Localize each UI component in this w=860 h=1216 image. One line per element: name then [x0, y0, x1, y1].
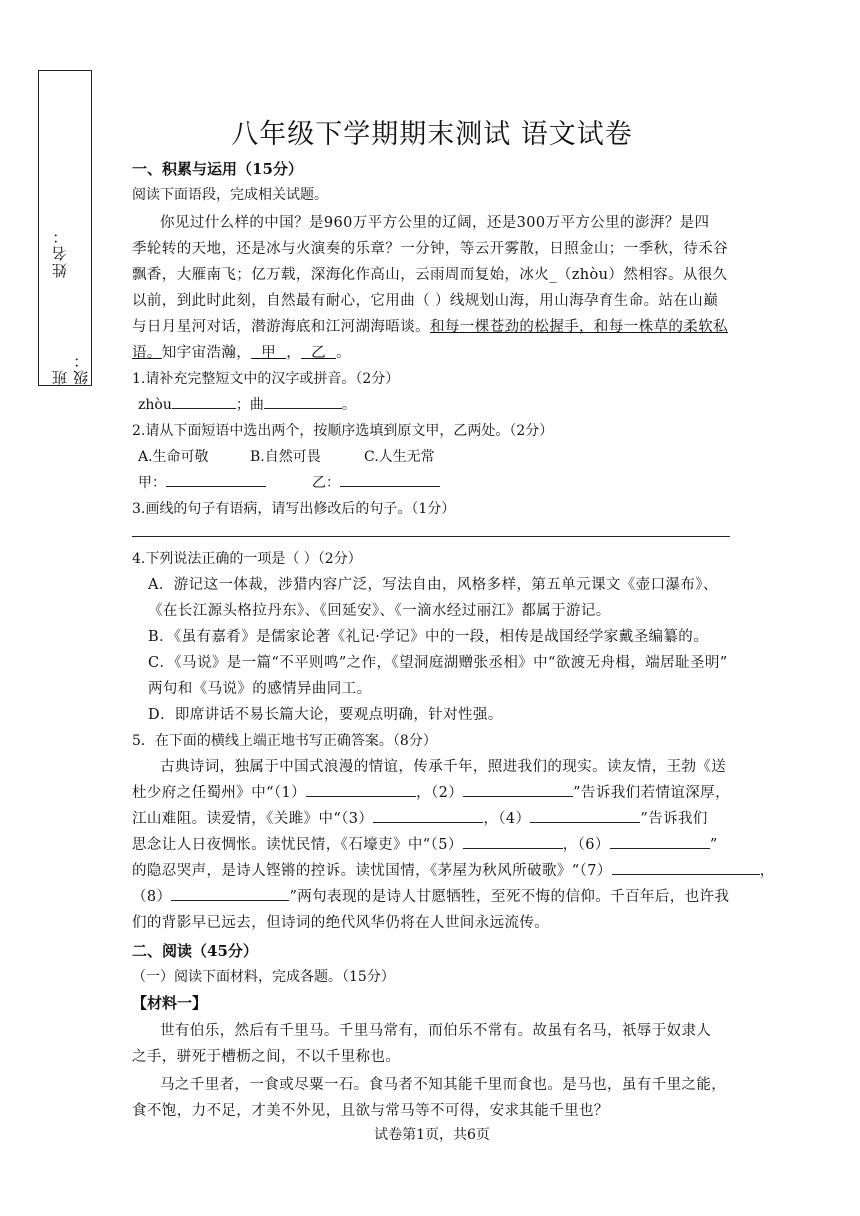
answer-blank[interactable] [612, 860, 760, 875]
passage-line: 与日月星河对话，潜游海底和江河湖海晤谈。和每一棵苍劲的松握手，和每一株草的柔软私 [132, 319, 728, 335]
q5-line: 们的背影早已远去，但诗词的绝代风华仍将在人世间永远流传。 [132, 915, 550, 931]
section1-heading: 一、积累与运用（15分） [132, 160, 303, 178]
q4-option: D．即席讲话不易长篇大论，要观点明确，针对性强。 [148, 707, 503, 723]
q4-option: C．《马说》是一篇“不平则鸣”之作，《望洞庭湖赠张丞相》中“欲渡无舟楫，端居耻圣明” [148, 655, 728, 671]
student-info-box [38, 70, 92, 386]
question-4: 4.下列说法正确的一项是（ ）（2分） [132, 551, 362, 567]
page-footer: 试卷第1页，共6页 [374, 1127, 490, 1143]
answer-blank[interactable] [340, 472, 440, 487]
q5-line: 古典诗词，独属于中国式浪漫的情谊，传承千年，照进我们的现实。读友情，王勃《送 [160, 759, 727, 775]
q2-yi-line: 乙： [312, 470, 440, 496]
underlined-sentence: 和每一棵苍劲的松握手，和每一株草的柔软私 [430, 319, 728, 335]
answer-blank[interactable] [172, 394, 236, 409]
yi-blank: 乙 [311, 345, 327, 361]
q4-option: 两句和《马说》的感情异曲同工。 [148, 681, 372, 697]
question-2: 2.请从下面短语中选出两个，按顺序选填到原文甲，乙两处。（2分） [132, 423, 554, 439]
section2-heading: 二、阅读（45分） [132, 942, 258, 960]
option-a: A.生命可敬 [138, 449, 209, 465]
question-1: 1.请补充完整短文中的汉字或拼音。（2分） [132, 371, 400, 387]
material-line: 食不饱，力不足，才美不外见，且欲与常马等不可得，安求其能千里也？ [132, 1103, 609, 1119]
material-line: 马之千里者，一食或尽粟一石。食马者不知其能千里而食也。是马也，虽有千里之能， [160, 1077, 727, 1093]
answer-line[interactable] [132, 536, 730, 537]
question-3: 3.画线的句子有语病，请写出修改后的句子。（1分） [132, 501, 456, 517]
material-1-label: 【材料一】 [132, 994, 208, 1012]
option-c: C.人生无常 [364, 449, 435, 465]
section2-sub1: （一）阅读下面材料，完成各题。（15分） [132, 969, 395, 985]
q5-line: 思念让人日夜惆怅。读忧民情，《石壕吏》中“（5） ，（6） ” [132, 832, 718, 858]
q5-line: （8） ”两句表现的是诗人甘愿牺牲，至死不悔的信仰。千百年后，也许我 [132, 884, 729, 910]
question-1-answer-line: zhòu ；曲 。 [138, 392, 356, 418]
q4-option: 《在长江源头格拉丹东》、《回延安》、《一滴水经过丽江》都属于游记。 [148, 603, 611, 619]
passage-line: 语。知宇宙浩瀚， 甲 ， 乙 。 [132, 345, 351, 361]
material-line: 之手，骈死于槽枥之间，不以千里称也。 [132, 1049, 401, 1065]
passage-line: 飘香，大雁南飞；亿万载，深海化作高山，云雨周而复始，冰火_（zhòu）然相容。从很久 [132, 267, 728, 283]
q5-line: 的隐忍哭声，是诗人铿锵的控诉。读忧国情，《茅屋为秋风所破歌》“（7） ， [132, 858, 775, 884]
answer-blank[interactable] [171, 886, 289, 901]
page-title: 八年级下学期期末测试 语文试卷 [231, 119, 633, 150]
passage-line: 季轮转的天地，还是冰与火演奏的乐章？一分钟，等云开雾散，日照金山；一季秋，待禾谷 [132, 241, 728, 257]
answer-blank[interactable] [463, 782, 573, 797]
class-label: 班级： [51, 351, 90, 385]
name-label: 姓名： [51, 227, 69, 278]
q2-jia-line: 甲： [138, 470, 266, 496]
q5-line: 杜少府之任蜀州》中“（1） ，（2） ”告诉我们若情谊深厚， [132, 780, 730, 806]
answer-blank[interactable] [463, 834, 563, 849]
material-line: 世有伯乐，然后有千里马。千里马常有，而伯乐不常有。故虽有名马，祇辱于奴隶人 [160, 1023, 712, 1039]
option-b: B.自然可畏 [250, 449, 321, 465]
q5-line: 江山难阻。读爱情，《关雎》中“（3） ，（4） ”告诉我们 [132, 806, 708, 832]
answer-blank[interactable] [166, 472, 266, 487]
answer-blank[interactable] [264, 394, 342, 409]
passage-line: 以前，到此时此刻，自然最有耐心，它用曲（ ）线规划山海，用山海孕育生命。站在山巅 [132, 293, 719, 309]
q4-option: A．游记这一体裁，涉猎内容广泛，写法自由，风格多样，第五单元课文《壶口瀑布》、 [148, 577, 718, 593]
answer-blank[interactable] [610, 834, 710, 849]
jia-blank: 甲 [261, 345, 277, 361]
section1-intro: 阅读下面语段，完成相关试题。 [132, 187, 328, 203]
question-5: 5．在下面的横线上端正地书写正确答案。（8分） [132, 733, 437, 749]
answer-blank[interactable] [530, 808, 640, 823]
answer-blank[interactable] [306, 782, 416, 797]
answer-blank[interactable] [373, 808, 483, 823]
q4-option: B．《虽有嘉肴》是儒家论著《礼记·学记》中的一段，相传是战国经学家戴圣编纂的。 [148, 629, 709, 645]
passage-line: 你见过什么样的中国？是960万平方公里的辽阔，还是300万平方公里的澎湃？是四 [160, 215, 710, 231]
